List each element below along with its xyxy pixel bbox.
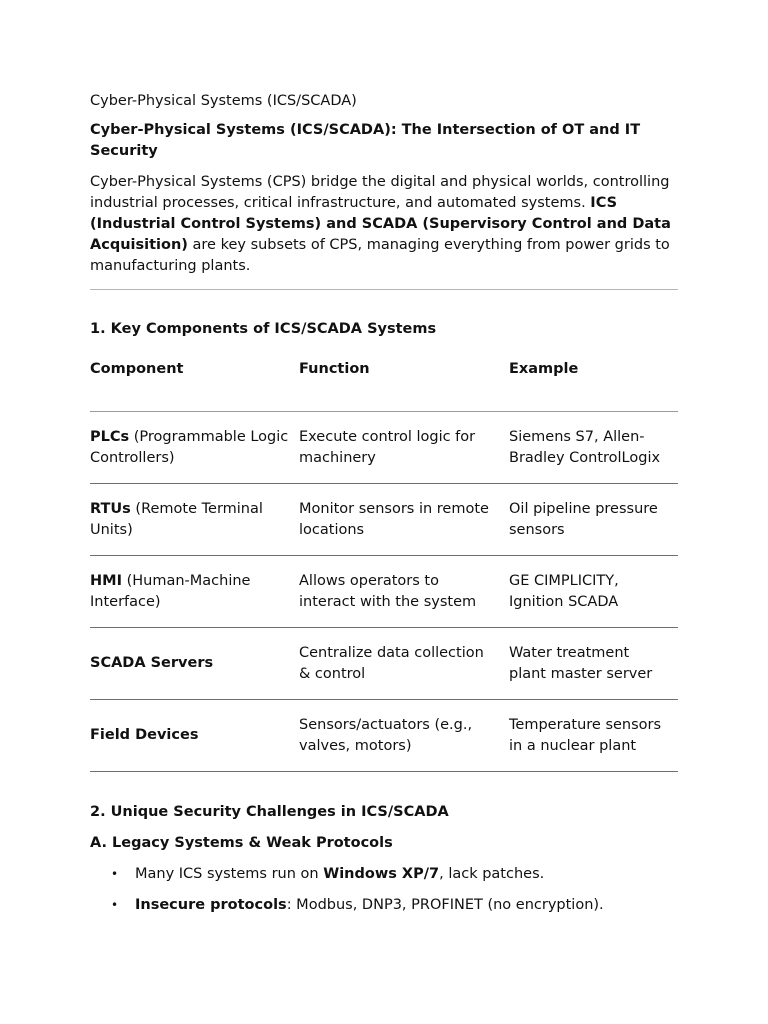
component-name: HMI	[90, 572, 122, 589]
components-table	[90, 359, 678, 772]
intro-text-bold: ICS (Industrial Control Systems) and SCADA (Supervisory Control and Data Acquisition)	[90, 195, 671, 253]
subsection-a-heading: A. Legacy Systems & Weak Protocols	[90, 835, 393, 851]
document-heading: Cyber-Physical Systems (ICS/SCADA): The Intersection of OT and IT Security	[90, 122, 641, 159]
cell-component	[90, 427, 299, 469]
bullet-icon: •	[111, 867, 119, 881]
cell-example: Siemens S7, Allen-Bradley ControlLogix	[509, 428, 661, 466]
cell-function: Centralize data collection & control	[299, 644, 484, 682]
intro-text-1: Cyber-Physical Systems (CPS) bridge the digital and physical worlds, controlling industrial processes, critical infrastructure, and automated systems.	[90, 174, 670, 211]
table-row	[90, 556, 678, 628]
bullet-icon: •	[111, 898, 119, 912]
cell-example: GE CIMPLICITY, Ignition SCADA	[509, 572, 619, 610]
cell-example: Oil pipeline pressure sensors	[509, 500, 658, 538]
table-row	[90, 700, 678, 772]
bullet-text-post: , lack patches.	[439, 866, 545, 882]
list-item	[90, 864, 678, 885]
intro-text-2: are key subsets of CPS, managing everything from power grids to manufacturing plants.	[90, 237, 670, 274]
cell-component	[90, 725, 299, 746]
component-description: (Remote Terminal Units)	[90, 500, 263, 538]
table-row	[90, 484, 678, 556]
intro-paragraph	[90, 172, 678, 277]
component-name: RTUs	[90, 500, 131, 517]
component-name: Field Devices	[90, 727, 199, 743]
cell-component	[90, 653, 299, 674]
column-header-example: Example	[509, 361, 579, 377]
cell-example: Water treatment plant master server	[509, 644, 653, 682]
table-header-row	[90, 359, 678, 412]
cell-function: Sensors/actuators (e.g., valves, motors)	[299, 716, 473, 754]
challenges-list	[90, 864, 678, 916]
bullet-text-pre: Many ICS systems run on	[135, 866, 324, 882]
cell-function: Monitor sensors in remote locations	[299, 500, 489, 538]
table-row	[90, 412, 678, 484]
table-row	[90, 628, 678, 700]
component-description: (Human-Machine Interface)	[90, 572, 251, 610]
list-item	[90, 895, 678, 916]
bullet-text-bold: Windows XP/7	[323, 866, 440, 882]
bullet-text-post: : Modbus, DNP3, PROFINET (no encryption).	[286, 897, 604, 913]
cell-function: Allows operators to interact with the system	[299, 572, 477, 610]
column-header-component: Component	[90, 361, 184, 377]
cell-component	[90, 571, 299, 613]
cell-function: Execute control logic for machinery	[299, 428, 476, 466]
component-name: SCADA Servers	[90, 655, 214, 671]
section-1-heading: 1. Key Components of ICS/SCADA Systems	[90, 321, 437, 337]
cell-example: Temperature sensors in a nuclear plant	[509, 716, 662, 754]
document-title: Cyber-Physical Systems (ICS/SCADA)	[90, 93, 357, 109]
cell-component	[90, 499, 299, 541]
bullet-text-bold: Insecure protocols	[135, 897, 287, 913]
section-divider	[90, 289, 678, 290]
component-name: PLCs	[90, 428, 130, 445]
section-2-heading: 2. Unique Security Challenges in ICS/SCADA	[90, 804, 449, 820]
column-header-function: Function	[299, 361, 370, 377]
component-description: (Programmable Logic Controllers)	[90, 428, 289, 466]
